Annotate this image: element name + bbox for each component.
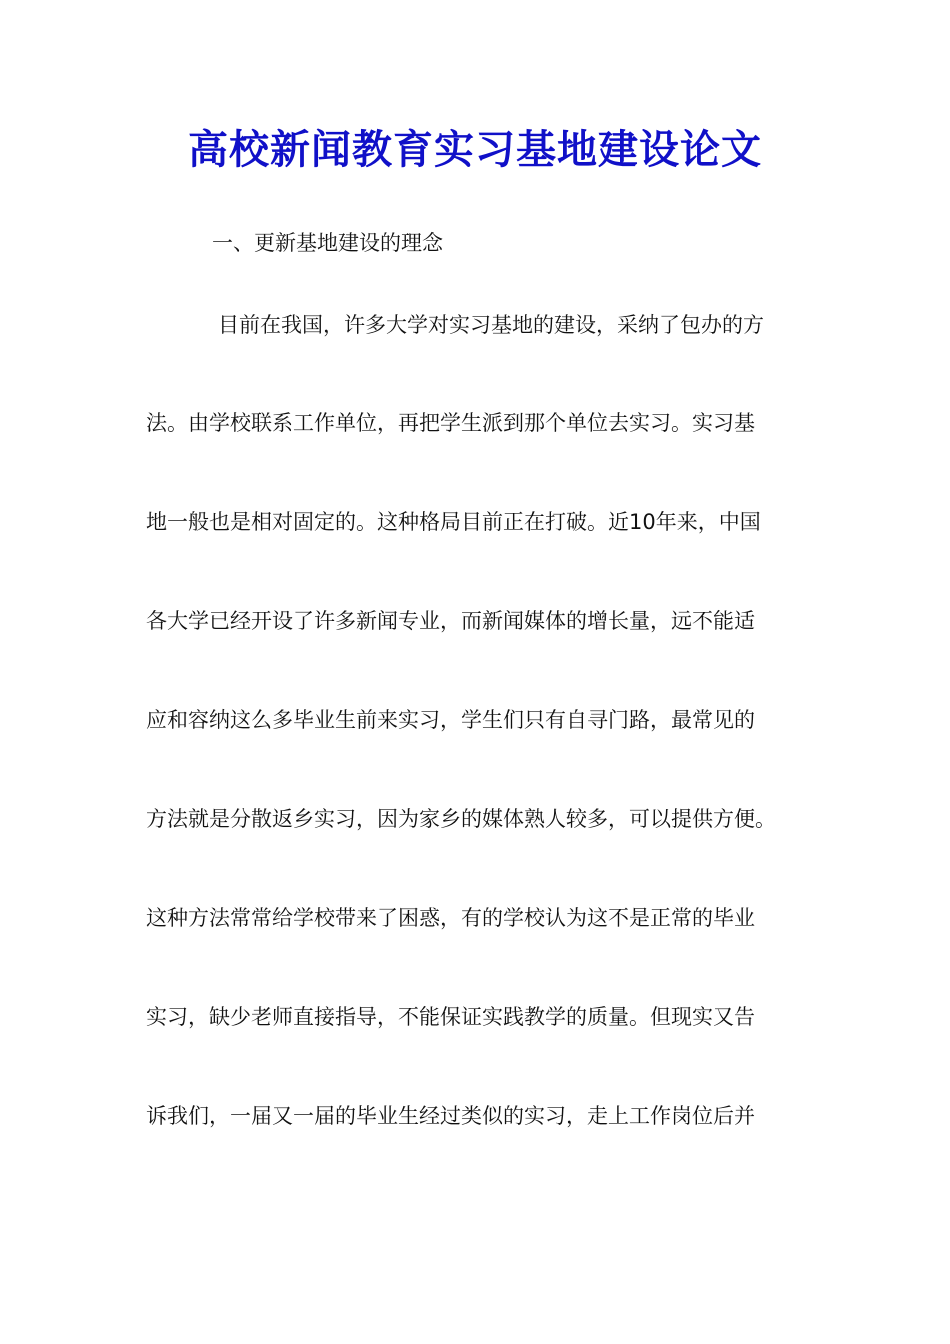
paragraph-line: 地一般也是相对固定的。这种格局目前正在打破。近10年来，中国 (146, 510, 761, 534)
paragraph-line: 各大学已经开设了许多新闻专业，而新闻媒体的增长量，远不能适 (146, 609, 755, 633)
paragraph-line: 方法就是分散返乡实习，因为家乡的媒体熟人较多，可以提供方便。 (146, 807, 776, 831)
paragraph-line: 诉我们，一届又一届的毕业生经过类似的实习，走上工作岗位后并 (146, 1104, 755, 1128)
paragraph-line: 实习，缺少老师直接指导，不能保证实践教学的质量。但现实又告 (146, 1005, 755, 1029)
paragraph-line: 这种方法常常给学校带来了困惑，有的学校认为这不是正常的毕业 (146, 906, 755, 930)
paragraph-line: 目前在我国，许多大学对实习基地的建设，采纳了包办的方 (218, 313, 764, 337)
paragraph-line: 应和容纳这么多毕业生前来实习，学生们只有自寻门路，最常见的 (146, 708, 755, 732)
document-title: 高校新闻教育实习基地建设论文 (188, 126, 762, 173)
paragraph-line: 法。由学校联系工作单位，再把学生派到那个单位去实习。实习基 (146, 411, 755, 435)
section-heading: 一、更新基地建设的理念 (212, 231, 443, 255)
